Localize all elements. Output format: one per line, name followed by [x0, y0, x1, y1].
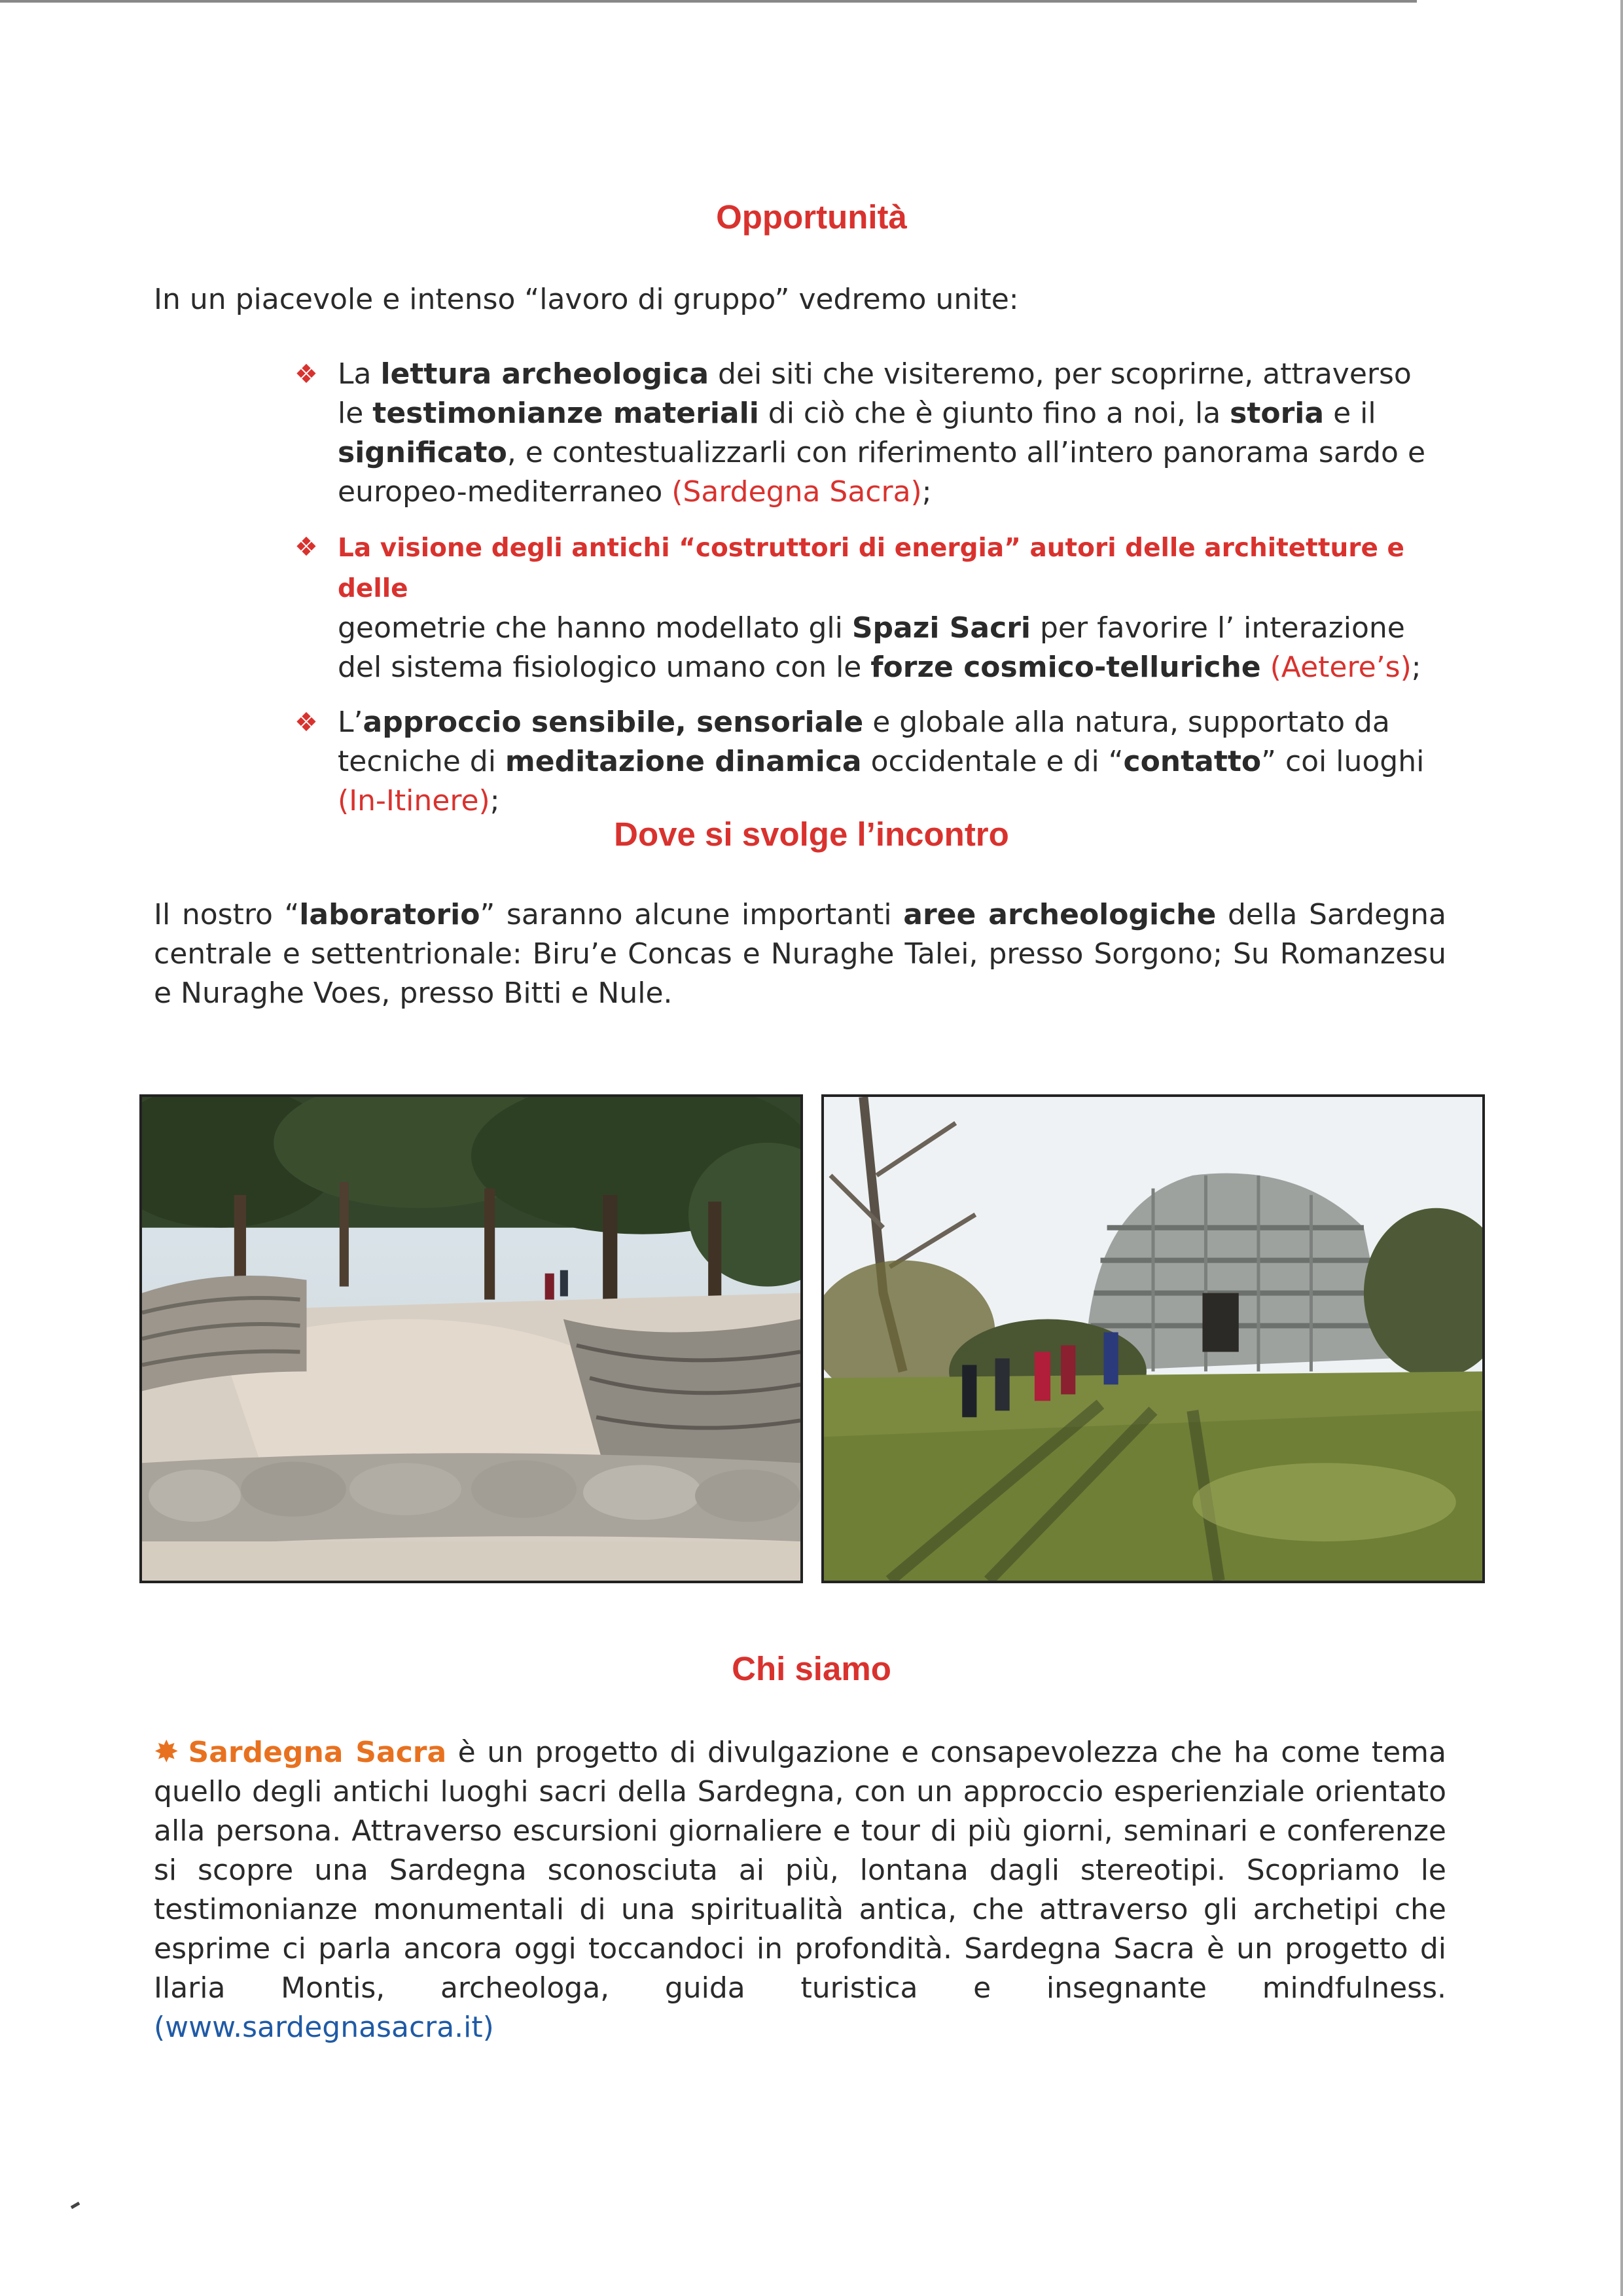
- about-paragraph: [154, 1732, 1446, 2047]
- text-run: della Sardegna centrale e settentrionale: Biru’e Concas e Nuraghe Talei, presso Sorgono; Su Romanzesu e Nuraghe Voes, presso Bitti e Nule.: [154, 898, 1446, 1010]
- text-run: per favorire l’ interazione del sistema fisiologico umano con le: [338, 611, 1405, 684]
- stone-amphitheatre-photo: [142, 1097, 800, 1581]
- list-item: [294, 355, 1440, 512]
- bold-run: testimonianze materiali: [372, 397, 759, 430]
- star-icon: ✸: [154, 1734, 179, 1769]
- intro-text: In un piacevole e intenso “lavoro di gruppo” vedremo unite:: [154, 283, 1019, 316]
- text-run: ” coi luoghi: [1261, 745, 1425, 778]
- text-run: ” saranno alcune importanti: [480, 898, 904, 931]
- scan-speck: [71, 2202, 80, 2209]
- text-run: occidentale e di “: [861, 745, 1124, 778]
- text-run: [1261, 651, 1270, 684]
- text-run: dei siti che visiteremo, per scoprirne, attraverso le: [338, 357, 1412, 430]
- text-run: di ciò che è giunto fino a noi, la: [758, 397, 1230, 430]
- text-run: ;: [490, 784, 500, 817]
- text-run: L’: [338, 706, 363, 739]
- project-tag: (Sardegna Sacra): [671, 475, 922, 509]
- scan-edge-top: [0, 0, 1417, 3]
- heading-opportunita: Opportunità: [716, 198, 907, 236]
- text-run: e il: [1324, 397, 1376, 430]
- photo-nuraghe: [821, 1094, 1485, 1583]
- about-text: è un progetto di divulgazione e consapevolezza che ha come tema quello degli antichi luoghi sacri della Sardegna, con un approccio esperienziale orientato alla persona. Attraverso escursioni giornaliere e tour di più giorni, seminari e conferenze si scopre una Sardegna sconosciuta ai più, lontana dagli stereotipi. Scopriamo le testimonianze monumentali di una spiritualità antica, che attraverso gli archetipi che esprime ci parla ancora oggi toccandoci in profondità. Sardegna Sacra è un progetto di Ilaria Montis, archeologa, guida turistica e insegnante mindfulness.: [154, 1736, 1446, 2005]
- scan-edge-right: [1620, 0, 1623, 2296]
- text-run: e globale alla natura, supportato da tecniche di: [338, 706, 1390, 778]
- highlight-run: La visione degli antichi “costruttori di energia” autori delle architetture e delle: [338, 533, 1404, 603]
- text-run: Il nostro “: [154, 898, 300, 931]
- photo-archaeological-site: [139, 1094, 803, 1583]
- bold-run: lettura archeologica: [380, 357, 709, 391]
- text-run: ;: [921, 475, 932, 509]
- website-link[interactable]: (www.sardegnasacra.it): [154, 2011, 494, 2044]
- bold-run: storia: [1230, 397, 1325, 430]
- bold-run: meditazione dinamica: [505, 745, 862, 778]
- bold-run: aree archeologiche: [903, 898, 1217, 931]
- brand-name: Sardegna Sacra: [188, 1736, 447, 1769]
- project-tag: (Aetere’s): [1270, 651, 1412, 684]
- diamond-bullet-icon: ❖: [294, 359, 318, 389]
- project-tag: (In-Itinere): [338, 784, 490, 817]
- opportunity-list: [294, 355, 1440, 836]
- text-run: La: [338, 357, 381, 391]
- list-item: [294, 703, 1440, 821]
- bold-run: laboratorio: [299, 898, 480, 931]
- heading-dove: Dove si svolge l’incontro: [614, 816, 1009, 853]
- bold-run: approccio sensibile, sensoriale: [363, 706, 864, 739]
- nuraghe-walkers-photo: [824, 1097, 1482, 1581]
- bold-run: significato: [338, 436, 507, 469]
- bold-run: contatto: [1123, 745, 1262, 778]
- diamond-bullet-icon: ❖: [294, 708, 318, 738]
- text-run: geometrie che hanno modellato gli: [338, 611, 852, 645]
- heading-chi-siamo: Chi siamo: [732, 1650, 891, 1687]
- bold-run: forze cosmico-telluriche: [870, 651, 1261, 684]
- diamond-bullet-icon: ❖: [294, 532, 318, 562]
- text-run: ;: [1411, 651, 1421, 684]
- text-run: , e contestualizzarli con riferimento all’intero panorama sardo e europeo-mediterraneo: [338, 436, 1426, 509]
- bold-run: Spazi Sacri: [851, 611, 1031, 645]
- location-paragraph: [154, 895, 1446, 1013]
- list-item: [294, 528, 1440, 687]
